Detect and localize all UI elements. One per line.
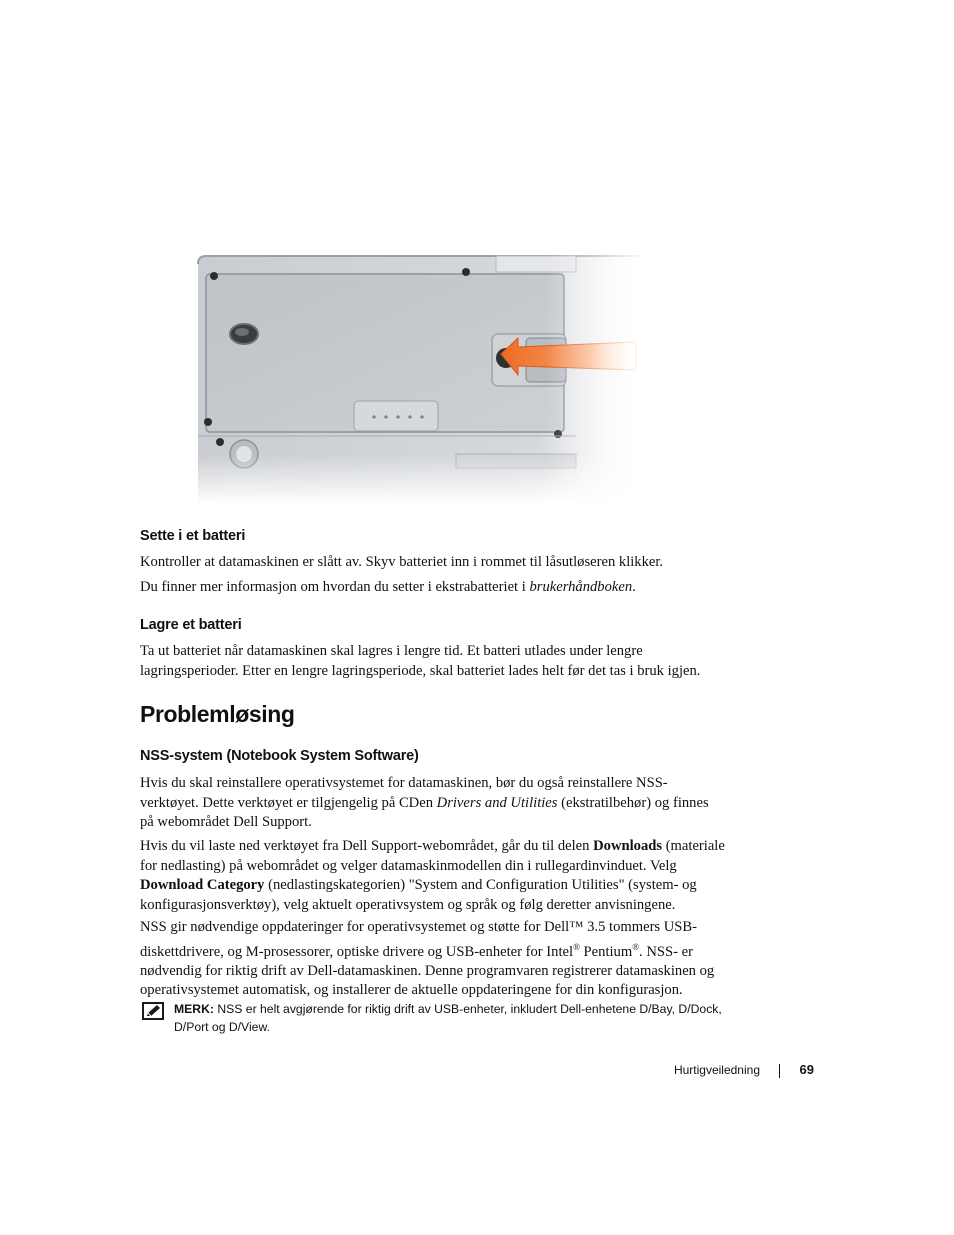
footer-separator [779, 1064, 780, 1078]
paragraph-line: lagringsperioder. Etter en lengre lagringsperiode, skal batteriet lades helt før det tas i bruk igjen. [140, 662, 701, 679]
heading-nss-system: NSS-system (Notebook System Software) [140, 748, 419, 764]
text-span: diskettdrivere, og M-prosessorer, optiske drivere og USB-enheter for Intel [140, 943, 574, 960]
text-span: Du finner mer informasjon om hvordan du setter i ekstrabatteriet i [140, 579, 530, 595]
paragraph-line [140, 578, 758, 598]
paragraph-lagre [140, 642, 758, 681]
paragraph-line [140, 938, 758, 962]
note-text [174, 1001, 722, 1036]
text-span: (materiale [662, 838, 725, 854]
paragraph-line: konfigurasjonsverktøy), velg aktuelt operativsystem og språk og følg deretter anvisningene. [140, 896, 676, 913]
heading-lagre-et-batteri: Lagre et batteri [140, 617, 242, 633]
text-span: (nedlastingskategorien) "System and Configuration Utilities" (system- og [264, 877, 697, 893]
paragraph-line [140, 876, 758, 896]
paragraph-line: operativsystemet automatisk, og installerer de aktuelle oppdateringene for din konfigurasjon. [140, 982, 683, 999]
note-label: MERK: [174, 1002, 214, 1016]
heading-sette-i-et-batteri: Sette i et batteri [140, 528, 246, 544]
battery-insertion-illustration [196, 254, 646, 504]
italic-cd-title: Drivers and Utilities [436, 794, 558, 811]
note-line: D/Port og D/View. [174, 1019, 270, 1034]
text-span: Pentium [579, 943, 633, 960]
page-footer [600, 1062, 816, 1080]
registered-mark: ® [573, 941, 580, 952]
paragraph-line [140, 837, 758, 857]
italic-book-title: brukerhåndboken [529, 579, 633, 595]
text-span: NSS er helt avgjørende for riktig drift av USB-enheter, inkludert Dell-enhetene D/Bay, D/Dock, [213, 1002, 722, 1016]
paragraph-line: Hvis du skal reinstallere operativsystemet for datamaskinen, bør du også reinstallere NSS- [140, 775, 668, 791]
footer-title: Hurtigveiledning [673, 1063, 760, 1077]
note-line [174, 1001, 722, 1019]
registered-mark: ® [632, 941, 640, 952]
bold-download-category: Download Category [140, 877, 265, 893]
chapter-title: Problemløsing [140, 701, 295, 727]
text-span: . [632, 579, 636, 595]
note-box [140, 1000, 760, 1040]
paragraph-line: NSS gir nødvendige oppdateringer for operativsystemet og støtte for Dell™ 3.5 tommers USB- [140, 919, 698, 935]
paragraph-nss-1 [140, 774, 758, 833]
paragraph-nss-2 [140, 837, 758, 915]
paragraph-line: på webområdet Dell Support. [140, 814, 312, 830]
page-number: 69 [799, 1062, 814, 1077]
paragraph-line: nødvendig for riktig drift av Dell-datamaskinen. Denne programvaren registrerer datamaskinen og [140, 962, 715, 979]
text-span: (ekstratilbehør) og finnes [557, 794, 709, 811]
paragraph-line [140, 794, 758, 814]
paragraph-sette-2 [140, 578, 758, 598]
paragraph-line: Ta ut batteriet når datamaskinen skal lagres i lengre tid. Et batteri utlades under lengre [140, 643, 643, 659]
text-span: Hvis du vil laste ned verktøyet fra Dell Support-webområdet, går du til delen [140, 838, 594, 854]
paragraph-sette-1 [140, 553, 758, 573]
bold-downloads: Downloads [593, 838, 663, 854]
paragraph-line: Kontroller at datamaskinen er slått av. Skyv batteriet inn i rommet til låsutløseren klikker. [140, 554, 664, 570]
note-pencil-icon [142, 1002, 164, 1020]
paragraph-nss-3 [140, 918, 758, 1001]
paragraph-line: for nedlasting) på webområdet og velger datamaskinmodellen din i rullegardinvinduet. Velg [140, 857, 677, 874]
text-span: . NSS- er [639, 943, 693, 960]
text-span: verktøyet. Dette verktøyet er tilgjengelig på CDen [140, 794, 437, 811]
